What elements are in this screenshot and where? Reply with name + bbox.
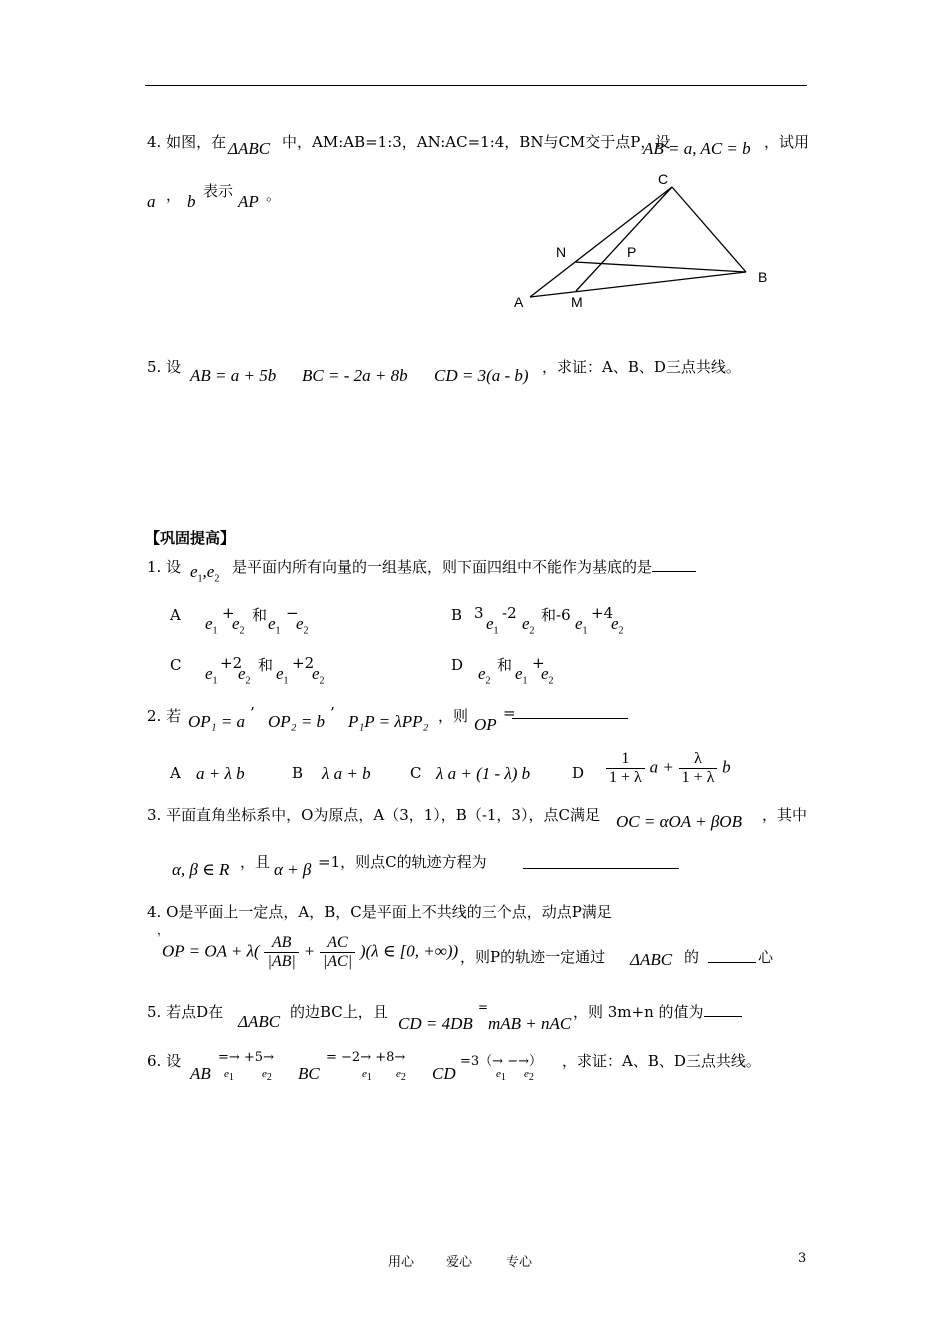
q5-cd: CD = 3(a - b) xyxy=(434,366,529,385)
p6-ab-expr: =→ +5→ xyxy=(218,1050,274,1065)
p6-cd-e2: $e_2$ xyxy=(524,1068,534,1084)
q4-express: 表示 xyxy=(203,182,234,200)
p4-of: 的 xyxy=(684,948,700,966)
p6-cd-expr: =3（→ −→） xyxy=(460,1054,542,1069)
p2-p1p: P₁P = λPP₂ xyxy=(348,712,429,731)
label-N: N xyxy=(556,244,567,260)
p1-b-and: 和-6 xyxy=(541,606,571,624)
p1-c-and: 和 xyxy=(258,656,274,674)
triangle-figure xyxy=(500,160,800,320)
p1-b-op2: +4 xyxy=(591,604,614,622)
p1-label: 1. 设 xyxy=(147,558,182,576)
p1-b-e1: $e_1$ xyxy=(486,614,499,637)
p2-option-c-label: C xyxy=(410,764,422,782)
edge-AB xyxy=(530,272,746,297)
p4-text: 4. O是平面上一定点，A，B，C是平面上不共线的三个点，动点P满足 xyxy=(147,903,612,921)
p1-c-op2: +2 xyxy=(292,654,315,672)
p5-side: 的边BC上，且 xyxy=(290,1003,388,1021)
p6-bc: BC xyxy=(298,1064,320,1083)
p2-label: 2. 若 xyxy=(147,707,182,725)
q5-label: 5. 设 xyxy=(147,358,182,376)
p6-bc-e1: $e_1$ xyxy=(362,1068,372,1084)
p2-op1: OP₁ = a xyxy=(188,712,246,731)
q5-bc: BC = - 2a + 8b xyxy=(302,366,408,385)
p6-cd: CD xyxy=(432,1064,456,1083)
label-P: P xyxy=(627,244,637,260)
q4-comma: ， xyxy=(166,186,182,204)
p4-triangle: ΔABC xyxy=(630,950,673,969)
p1-a-and: 和 xyxy=(252,606,268,624)
label-A: A xyxy=(514,294,524,310)
label-B: B xyxy=(758,269,768,285)
p1-option-b-label: B xyxy=(451,606,463,624)
p2-option-d: $\frac{1}{1 + \lambda}$ a + $\frac{\lambda}{1 + \lambda}$ b xyxy=(606,750,731,787)
p6-ab-e1: $e_1$ xyxy=(224,1068,234,1084)
p6-bc-expr: = −2→ +8→ xyxy=(326,1050,406,1065)
p4-comma: ， xyxy=(157,923,170,937)
p1-c-e2: $e_2$ xyxy=(238,664,251,687)
p6-bc-e2: $e_2$ xyxy=(396,1068,406,1084)
header-rule xyxy=(145,85,807,86)
p3-text: 3. 平面直角坐标系中，O为原点，A（3，1），B（-1，3），点C满足 xyxy=(147,806,600,824)
p1-b-e2: $e_2$ xyxy=(522,614,535,637)
p3-expr: OC = αOA + βOB xyxy=(616,812,742,831)
p1-d-op: + xyxy=(532,654,545,672)
p2-eq: = xyxy=(503,704,516,722)
label-C: C xyxy=(658,171,669,187)
p6-ab: AB xyxy=(190,1064,211,1083)
p2-sep2: ’ xyxy=(330,704,335,722)
p1-c-e2b: $e_2$ xyxy=(312,664,325,687)
p1-c-e1b: $e_1$ xyxy=(276,664,289,687)
p2-option-c: λ a + (1 - λ) b xyxy=(436,764,531,783)
footer-text-1: 用心 xyxy=(388,1255,415,1270)
p1-a-e1b: $e_1$ xyxy=(268,614,281,637)
segment-CM xyxy=(576,187,672,291)
p4-center: 心 xyxy=(758,948,774,966)
p1-option-a-label: A xyxy=(170,606,181,624)
p1-c-op1: +2 xyxy=(220,654,243,672)
q5-prove: ，求证：A、B、D三点共线。 xyxy=(542,358,741,376)
p1-a-op1: + xyxy=(222,604,235,622)
section-title: 【巩固提高】 xyxy=(145,529,236,547)
p2-option-b-label: B xyxy=(292,764,304,782)
edge-AC xyxy=(530,187,672,297)
q4-triangle: ΔABC xyxy=(228,139,271,158)
p1-b-e2b: $e_2$ xyxy=(611,614,624,637)
p1-d-and: 和 xyxy=(497,656,513,674)
p2-option-d-label: D xyxy=(572,764,585,782)
p2-op2: OP₂ = b xyxy=(268,712,326,731)
q5-ab: AB = a + 5b xyxy=(190,366,277,385)
p2-then: ，则 xyxy=(438,707,469,725)
p3-sum: α + β xyxy=(274,860,312,879)
p1-question: 是平面内所有向量的一组基底，则下面四组中不能作为基底的是 xyxy=(232,556,696,577)
q4-conditions: 中，AM:AB=1:3，AN:AC=1:4，BN与CM交于点P，设 xyxy=(282,133,671,151)
p5-cd: CD = 4DB xyxy=(398,1014,473,1033)
p6-text: 6. 设 xyxy=(147,1052,182,1070)
q4-a: a xyxy=(147,192,156,211)
p1-option-d-label: D xyxy=(451,656,464,674)
label-M: M xyxy=(571,294,583,310)
p1-option-c-label: C xyxy=(170,656,182,674)
p3-and: ，且 xyxy=(240,853,271,871)
p3-cond: α, β ∈ R xyxy=(172,860,230,879)
p2-option-a-label: A xyxy=(170,764,181,782)
p1-a-e2b: $e_2$ xyxy=(296,614,309,637)
p4-trace: ，则P的轨迹一定通过 xyxy=(460,948,606,966)
edge-CB xyxy=(672,187,746,272)
p5-question: ，则 3m+n 的值为 xyxy=(573,1001,742,1022)
p5-text: 5. 若点D在 xyxy=(147,1003,224,1021)
p1-b-e1b: $e_1$ xyxy=(575,614,588,637)
q4-line1 xyxy=(147,131,226,152)
p1-d-e2: $e_2$ xyxy=(478,664,491,687)
q4-ap: AP xyxy=(238,192,259,211)
page-number: 3 xyxy=(798,1251,807,1266)
q4-period: 。 xyxy=(266,186,282,204)
q4-try: ，试用 xyxy=(764,133,810,151)
p1-d-e1: $e_1$ xyxy=(515,664,528,687)
q4-text: 4. 如图，在 xyxy=(147,133,227,151)
p1-a-op2: − xyxy=(286,604,299,622)
p4-blank xyxy=(708,962,756,963)
p6-cd-e1: $e_1$ xyxy=(496,1068,506,1084)
p1-b-coef: 3 xyxy=(474,604,484,622)
p2-blank xyxy=(512,718,628,719)
p1-d-e2b: $e_2$ xyxy=(541,664,554,687)
p2-option-a: a + λ b xyxy=(196,764,245,783)
q4-b: b xyxy=(187,192,196,211)
p5-triangle: ΔABC xyxy=(238,1012,281,1031)
p1-option-a: $e_1$ xyxy=(205,614,218,637)
p3-blank xyxy=(523,868,679,869)
p5-combo: mAB + nAC xyxy=(488,1014,572,1033)
p3-where: ，其中 xyxy=(762,806,808,824)
p4-formula: OP = OA + λ( $\frac{AB}{|AB|}$ + $\frac{AC}{|AC|}$ )(λ ∈ [0, +∞)) xyxy=(162,934,459,970)
p1-basis: $e_1,e_2$ xyxy=(190,562,220,585)
p5-eq: = xyxy=(478,1000,489,1014)
p2-option-b: λ a + b xyxy=(322,764,371,783)
footer-text-2: 爱心 xyxy=(446,1255,473,1270)
p2-op: OP xyxy=(474,715,497,734)
p1-a-e2: $e_2$ xyxy=(232,614,245,637)
p1-b-op1: -2 xyxy=(502,604,517,622)
q4-vectors: AB = a, AC = b xyxy=(643,139,751,158)
footer-text-3: 专心 xyxy=(506,1255,533,1270)
p1-c-e1: $e_1$ xyxy=(205,664,218,687)
p3-question: =1，则点C的轨迹方程为 xyxy=(318,853,487,871)
p2-sep1: ’ xyxy=(250,704,255,722)
p6-prove: ，求证：A、B、D三点共线。 xyxy=(562,1052,761,1070)
p6-ab-e2: $e_2$ xyxy=(262,1068,272,1084)
